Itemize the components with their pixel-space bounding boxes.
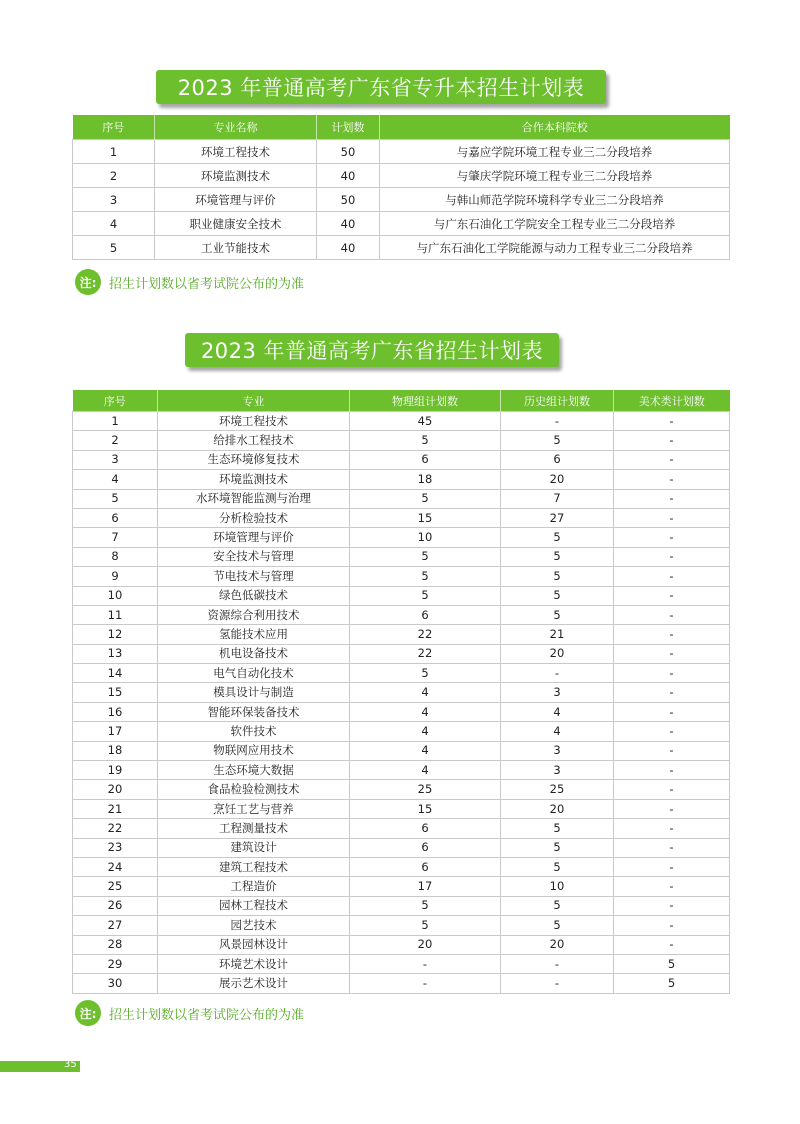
table-cell: 资源综合利用技术 xyxy=(158,605,350,624)
table-cell: 50 xyxy=(317,188,380,212)
table-cell: 29 xyxy=(73,954,158,973)
table-cell: 10 xyxy=(501,877,614,896)
table-row xyxy=(73,916,730,935)
upgrade-plan-table xyxy=(72,115,730,260)
table-cell: 园艺技术 xyxy=(158,916,350,935)
table-cell: 环境管理与评价 xyxy=(155,188,317,212)
table-cell: 14 xyxy=(73,664,158,683)
table-cell: - xyxy=(614,489,730,508)
table-cell: - xyxy=(614,586,730,605)
table-cell: 6 xyxy=(350,838,501,857)
table-cell: - xyxy=(614,702,730,721)
table-cell: - xyxy=(614,683,730,702)
table-row xyxy=(73,819,730,838)
table-cell: 18 xyxy=(73,741,158,760)
table-cell: 分析检验技术 xyxy=(158,508,350,527)
table-cell: 11 xyxy=(73,605,158,624)
table-cell: 4 xyxy=(350,761,501,780)
table-cell: 30 xyxy=(73,974,158,993)
table-cell: - xyxy=(614,431,730,450)
table-cell: 5 xyxy=(501,567,614,586)
table-cell: 25 xyxy=(350,780,501,799)
table-cell: 与广东石油化工学院安全工程专业三二分段培养 xyxy=(380,212,730,236)
table-cell: 25 xyxy=(73,877,158,896)
table-cell: 23 xyxy=(73,838,158,857)
table-cell: 工业节能技术 xyxy=(155,236,317,260)
table-cell: 17 xyxy=(73,722,158,741)
table-cell: 5 xyxy=(614,974,730,993)
table-cell: 18 xyxy=(350,470,501,489)
table-cell: 4 xyxy=(350,702,501,721)
table-cell: 4 xyxy=(350,683,501,702)
table-cell: 模具设计与制造 xyxy=(158,683,350,702)
table-cell: 4 xyxy=(73,470,158,489)
table-cell: 20 xyxy=(73,780,158,799)
table-cell: 职业健康安全技术 xyxy=(155,212,317,236)
plan1-header-row xyxy=(73,115,730,140)
table-row xyxy=(73,954,730,973)
table-cell: 20 xyxy=(501,799,614,818)
table-row xyxy=(73,508,730,527)
table-cell: 工程造价 xyxy=(158,877,350,896)
table-cell: 4 xyxy=(350,741,501,760)
table-row xyxy=(73,547,730,566)
table-row xyxy=(73,212,730,236)
table-cell: 15 xyxy=(350,799,501,818)
table-cell: 16 xyxy=(73,702,158,721)
table-cell: 环境监测技术 xyxy=(155,164,317,188)
table-cell: 节电技术与管理 xyxy=(158,567,350,586)
column-header: 专业名称 xyxy=(155,115,317,140)
table-cell: - xyxy=(614,935,730,954)
table-cell: 10 xyxy=(73,586,158,605)
table-cell: 2 xyxy=(73,431,158,450)
page-number: 35 xyxy=(64,1059,77,1070)
table-cell: 与嘉应学院环境工程专业三二分段培养 xyxy=(380,140,730,164)
table-cell: 26 xyxy=(73,896,158,915)
table-cell: 19 xyxy=(73,761,158,780)
table-cell: 3 xyxy=(73,450,158,469)
table-cell: 4 xyxy=(501,702,614,721)
column-header: 序号 xyxy=(73,390,158,412)
table-cell: 物联网应用技术 xyxy=(158,741,350,760)
table-cell: 电气自动化技术 xyxy=(158,664,350,683)
table-cell: 环境工程技术 xyxy=(155,140,317,164)
table-cell: 15 xyxy=(73,683,158,702)
table-cell: 6 xyxy=(73,508,158,527)
table-cell: 50 xyxy=(317,140,380,164)
table-cell: 3 xyxy=(501,683,614,702)
table-cell: 13 xyxy=(73,644,158,663)
table-cell: 给排水工程技术 xyxy=(158,431,350,450)
table-cell: - xyxy=(350,974,501,993)
table-cell: 工程测量技术 xyxy=(158,819,350,838)
table-cell: - xyxy=(614,877,730,896)
table-cell: 5 xyxy=(501,896,614,915)
table-cell: 4 xyxy=(350,722,501,741)
table-cell: - xyxy=(614,761,730,780)
table-cell: 5 xyxy=(501,547,614,566)
table-cell: - xyxy=(614,896,730,915)
table-cell: 5 xyxy=(350,431,501,450)
table-cell: 5 xyxy=(501,605,614,624)
table-cell: - xyxy=(501,974,614,993)
table-row xyxy=(73,625,730,644)
table-cell: - xyxy=(501,412,614,431)
table-cell: 7 xyxy=(73,528,158,547)
table-cell: 园林工程技术 xyxy=(158,896,350,915)
table-cell: 与广东石油化工学院能源与动力工程专业三二分段培养 xyxy=(380,236,730,260)
table-cell: 烹饪工艺与营养 xyxy=(158,799,350,818)
table-cell: 12 xyxy=(73,625,158,644)
table-cell: 5 xyxy=(350,916,501,935)
enrollment-plan-table xyxy=(72,390,730,994)
table-cell: 40 xyxy=(317,236,380,260)
table-cell: - xyxy=(614,605,730,624)
table-cell: 4 xyxy=(73,212,155,236)
table-cell: - xyxy=(614,916,730,935)
table-cell: 40 xyxy=(317,164,380,188)
table-row xyxy=(73,877,730,896)
plan2-note xyxy=(75,1000,304,1026)
table-cell: 安全技术与管理 xyxy=(158,547,350,566)
table-row xyxy=(73,644,730,663)
table-cell: 5 xyxy=(350,586,501,605)
table-row xyxy=(73,412,730,431)
table-row xyxy=(73,838,730,857)
table-cell: - xyxy=(614,780,730,799)
table-row xyxy=(73,935,730,954)
table-cell: 6 xyxy=(350,605,501,624)
table-cell: 22 xyxy=(73,819,158,838)
table-cell: 10 xyxy=(350,528,501,547)
table-cell: 20 xyxy=(501,644,614,663)
table-row xyxy=(73,586,730,605)
table-cell: - xyxy=(614,528,730,547)
table-cell: 3 xyxy=(73,188,155,212)
table-row xyxy=(73,702,730,721)
table-cell: 5 xyxy=(350,567,501,586)
table-cell: 3 xyxy=(501,741,614,760)
table-cell: 5 xyxy=(73,236,155,260)
table-cell: 智能环保装备技术 xyxy=(158,702,350,721)
table-cell: 28 xyxy=(73,935,158,954)
table-cell: - xyxy=(501,954,614,973)
table-cell: 5 xyxy=(614,954,730,973)
table-cell: 25 xyxy=(501,780,614,799)
table-cell: 22 xyxy=(350,644,501,663)
table-cell: - xyxy=(614,508,730,527)
table-cell: 9 xyxy=(73,567,158,586)
table-row xyxy=(73,974,730,993)
table-cell: 20 xyxy=(350,935,501,954)
plan1-note xyxy=(75,269,304,295)
column-header: 美术类计划数 xyxy=(614,390,730,412)
table-cell: 20 xyxy=(501,470,614,489)
table-cell: 5 xyxy=(350,896,501,915)
table-row xyxy=(73,470,730,489)
table-row xyxy=(73,140,730,164)
table-cell: 食品检验检测技术 xyxy=(158,780,350,799)
table-cell: 5 xyxy=(501,819,614,838)
table-cell: 5 xyxy=(501,431,614,450)
table-row xyxy=(73,431,730,450)
table-cell: - xyxy=(614,741,730,760)
table-cell: 展示艺术设计 xyxy=(158,974,350,993)
note-badge-icon: 注: xyxy=(75,1000,101,1026)
table-row xyxy=(73,683,730,702)
table-cell: 1 xyxy=(73,412,158,431)
table-cell: 40 xyxy=(317,212,380,236)
table-cell: 5 xyxy=(501,528,614,547)
table-cell: 5 xyxy=(501,586,614,605)
table-cell: 1 xyxy=(73,140,155,164)
table-cell: - xyxy=(614,722,730,741)
table-cell: 5 xyxy=(501,838,614,857)
note-badge-icon: 注: xyxy=(75,269,101,295)
table-cell: - xyxy=(614,799,730,818)
table-cell: - xyxy=(614,644,730,663)
table-cell: - xyxy=(614,857,730,876)
table-cell: 4 xyxy=(501,722,614,741)
plan2-title: 2023 年普通高考广东省招生计划表 xyxy=(185,333,559,367)
column-header: 序号 xyxy=(73,115,155,140)
table-cell: 3 xyxy=(501,761,614,780)
table-cell: 建筑设计 xyxy=(158,838,350,857)
table-row xyxy=(73,605,730,624)
table-cell: - xyxy=(614,450,730,469)
table-cell: 水环境智能监测与治理 xyxy=(158,489,350,508)
table-row xyxy=(73,528,730,547)
table-cell: 21 xyxy=(501,625,614,644)
plan2-header-row xyxy=(73,390,730,412)
table-cell: 生态环境大数据 xyxy=(158,761,350,780)
table-cell: 5 xyxy=(350,547,501,566)
table-cell: 5 xyxy=(73,489,158,508)
table-cell: - xyxy=(614,412,730,431)
column-header: 合作本科院校 xyxy=(380,115,730,140)
table-row xyxy=(73,164,730,188)
table-cell: - xyxy=(501,664,614,683)
table-cell: 5 xyxy=(501,916,614,935)
table-cell: 5 xyxy=(501,857,614,876)
table-cell: 绿色低碳技术 xyxy=(158,586,350,605)
column-header: 历史组计划数 xyxy=(501,390,614,412)
table-cell: 27 xyxy=(73,916,158,935)
table-cell: - xyxy=(614,838,730,857)
table-row xyxy=(73,857,730,876)
table-row xyxy=(73,489,730,508)
table-cell: 24 xyxy=(73,857,158,876)
table-row xyxy=(73,450,730,469)
table-cell: 6 xyxy=(350,450,501,469)
table-cell: 27 xyxy=(501,508,614,527)
table-cell: - xyxy=(614,567,730,586)
table-cell: 环境监测技术 xyxy=(158,470,350,489)
table-row xyxy=(73,722,730,741)
table-cell: 机电设备技术 xyxy=(158,644,350,663)
table-cell: 8 xyxy=(73,547,158,566)
table-cell: 5 xyxy=(350,664,501,683)
table-cell: 7 xyxy=(501,489,614,508)
table-cell: 软件技术 xyxy=(158,722,350,741)
table-row xyxy=(73,741,730,760)
table-cell: 氢能技术应用 xyxy=(158,625,350,644)
table-cell: - xyxy=(614,470,730,489)
table-row xyxy=(73,896,730,915)
column-header: 计划数 xyxy=(317,115,380,140)
table-row xyxy=(73,780,730,799)
table-cell: 15 xyxy=(350,508,501,527)
table-cell: 与肇庆学院环境工程专业三二分段培养 xyxy=(380,164,730,188)
table-cell: - xyxy=(614,819,730,838)
table-cell: 6 xyxy=(350,857,501,876)
table-cell: - xyxy=(614,547,730,566)
table-cell: 生态环境修复技术 xyxy=(158,450,350,469)
table-cell: 6 xyxy=(350,819,501,838)
table-cell: - xyxy=(614,625,730,644)
table-row xyxy=(73,761,730,780)
table-row xyxy=(73,236,730,260)
table-cell: - xyxy=(614,664,730,683)
table-cell: 17 xyxy=(350,877,501,896)
table-cell: 5 xyxy=(350,489,501,508)
table-cell: 与韩山师范学院环境科学专业三二分段培养 xyxy=(380,188,730,212)
table-row xyxy=(73,799,730,818)
table-row xyxy=(73,664,730,683)
plan1-title: 2023 年普通高考广东省专升本招生计划表 xyxy=(156,70,606,104)
table-cell: 22 xyxy=(350,625,501,644)
table-cell: 6 xyxy=(501,450,614,469)
table-row xyxy=(73,188,730,212)
table-cell: 风景园林设计 xyxy=(158,935,350,954)
column-header: 专业 xyxy=(158,390,350,412)
table-cell: 环境管理与评价 xyxy=(158,528,350,547)
plan2-note-text: 招生计划数以省考试院公布的为准 xyxy=(109,1007,305,1023)
table-cell: 环境艺术设计 xyxy=(158,954,350,973)
table-cell: 环境工程技术 xyxy=(158,412,350,431)
table-cell: 20 xyxy=(501,935,614,954)
plan1-note-text: 招生计划数以省考试院公布的为准 xyxy=(109,276,305,292)
table-row xyxy=(73,567,730,586)
table-cell: 2 xyxy=(73,164,155,188)
column-header: 物理组计划数 xyxy=(350,390,501,412)
table-cell: 建筑工程技术 xyxy=(158,857,350,876)
table-cell: 45 xyxy=(350,412,501,431)
table-cell: - xyxy=(350,954,501,973)
table-cell: 21 xyxy=(73,799,158,818)
